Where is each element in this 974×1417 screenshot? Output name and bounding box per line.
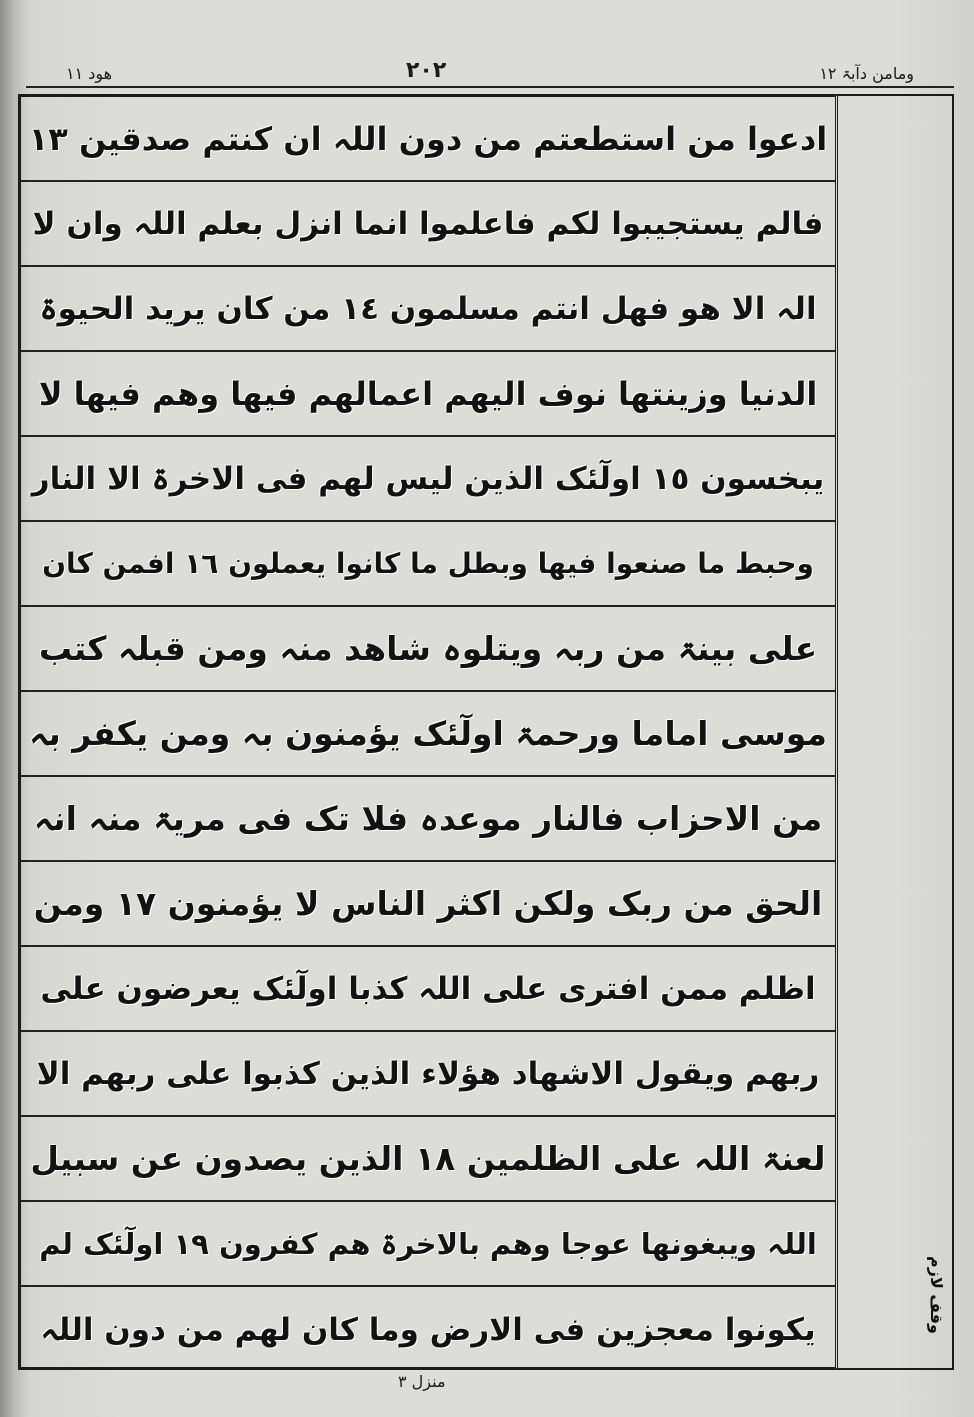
verse-line	[21, 522, 835, 607]
verse-text: فالم یستجیبوا لکم فاعلموا انما انزل بعلم اللہ وان لا	[32, 205, 824, 242]
verse-line	[21, 437, 835, 522]
page-footer	[18, 1370, 954, 1400]
verse-text: ربھم ویقول الاشھاد ھؤلاء الذین کذبوا علی ربھم الا	[36, 1055, 820, 1092]
verse-lines	[21, 97, 835, 1367]
verse-line	[21, 947, 835, 1032]
verse-line	[21, 182, 835, 267]
verse-line	[21, 777, 835, 862]
verse-line	[21, 1202, 835, 1287]
verse-text: الدنیا وزینتھا نوف الیھم اعمالھم فیھا وھم فیھا لا	[38, 374, 818, 413]
text-frame	[18, 94, 838, 1370]
verse-line	[21, 607, 835, 692]
manzil-label: منزل ٣	[398, 1372, 446, 1391]
verse-text: الحق من ربک ولکن اکثر الناس لا یؤمنون ١٧ ومن	[33, 884, 823, 923]
verse-text: اللہ ویبغونھا عوجا وھم بالاخرۃ ھم کفرون ١٩ اولٓئک لم	[39, 1226, 817, 1261]
page-number: ٢٠٢	[406, 58, 447, 83]
verse-text: الہ الا ھو فھل انتم مسلمون ١٤ من کان یرید الحیوۃ	[39, 290, 817, 327]
verse-text: موسی اماما ورحمۃ اولٓئک یؤمنون بہ ومن یکفر بہ	[29, 714, 827, 753]
verse-line	[21, 692, 835, 777]
verse-line	[21, 1032, 835, 1117]
verse-text: علی بینۃ من ربہ ویتلوہ شاھد منہ ومن قبلہ کتب	[38, 629, 818, 668]
verse-text: من الاحزاب فالنار موعدہ فلا تک فی مریۃ منہ انہ	[33, 799, 823, 838]
verse-line	[21, 352, 835, 437]
surah-name: ھود ١١	[66, 64, 113, 83]
juz-name: ومامن دآبۃ ١٢	[819, 64, 914, 83]
verse-text: لعنۃ اللہ علی الظلمین ١٨ الذین یصدون عن سبیل	[30, 1139, 826, 1178]
page-header	[26, 58, 954, 92]
header-rule	[26, 86, 954, 88]
verse-text: اظلم ممن افتری علی اللہ کذبا اولٓئک یعرضون علی	[40, 970, 816, 1007]
verse-text: یکونوا معجزین فی الارض وما کان لھم من دون اللہ	[40, 1311, 816, 1348]
verse-line	[21, 862, 835, 947]
margin-column	[838, 94, 954, 1370]
verse-text: ادعوا من استطعتم من دون اللہ ان کنتم صدقین ١٣	[28, 119, 828, 158]
verse-line	[21, 97, 835, 182]
verse-line	[21, 1287, 835, 1372]
margin-note: وقف لازم	[927, 1256, 946, 1334]
verse-line	[21, 267, 835, 352]
verse-text: یبخسون ١٥ اولٓئک الذین لیس لھم فی الاخرۃ الا النار	[31, 460, 825, 497]
verse-text: وحبط ما صنعوا فیھا وبطل ما کانوا یعملون ١٦ افمن کان	[42, 547, 814, 580]
verse-line	[21, 1117, 835, 1202]
